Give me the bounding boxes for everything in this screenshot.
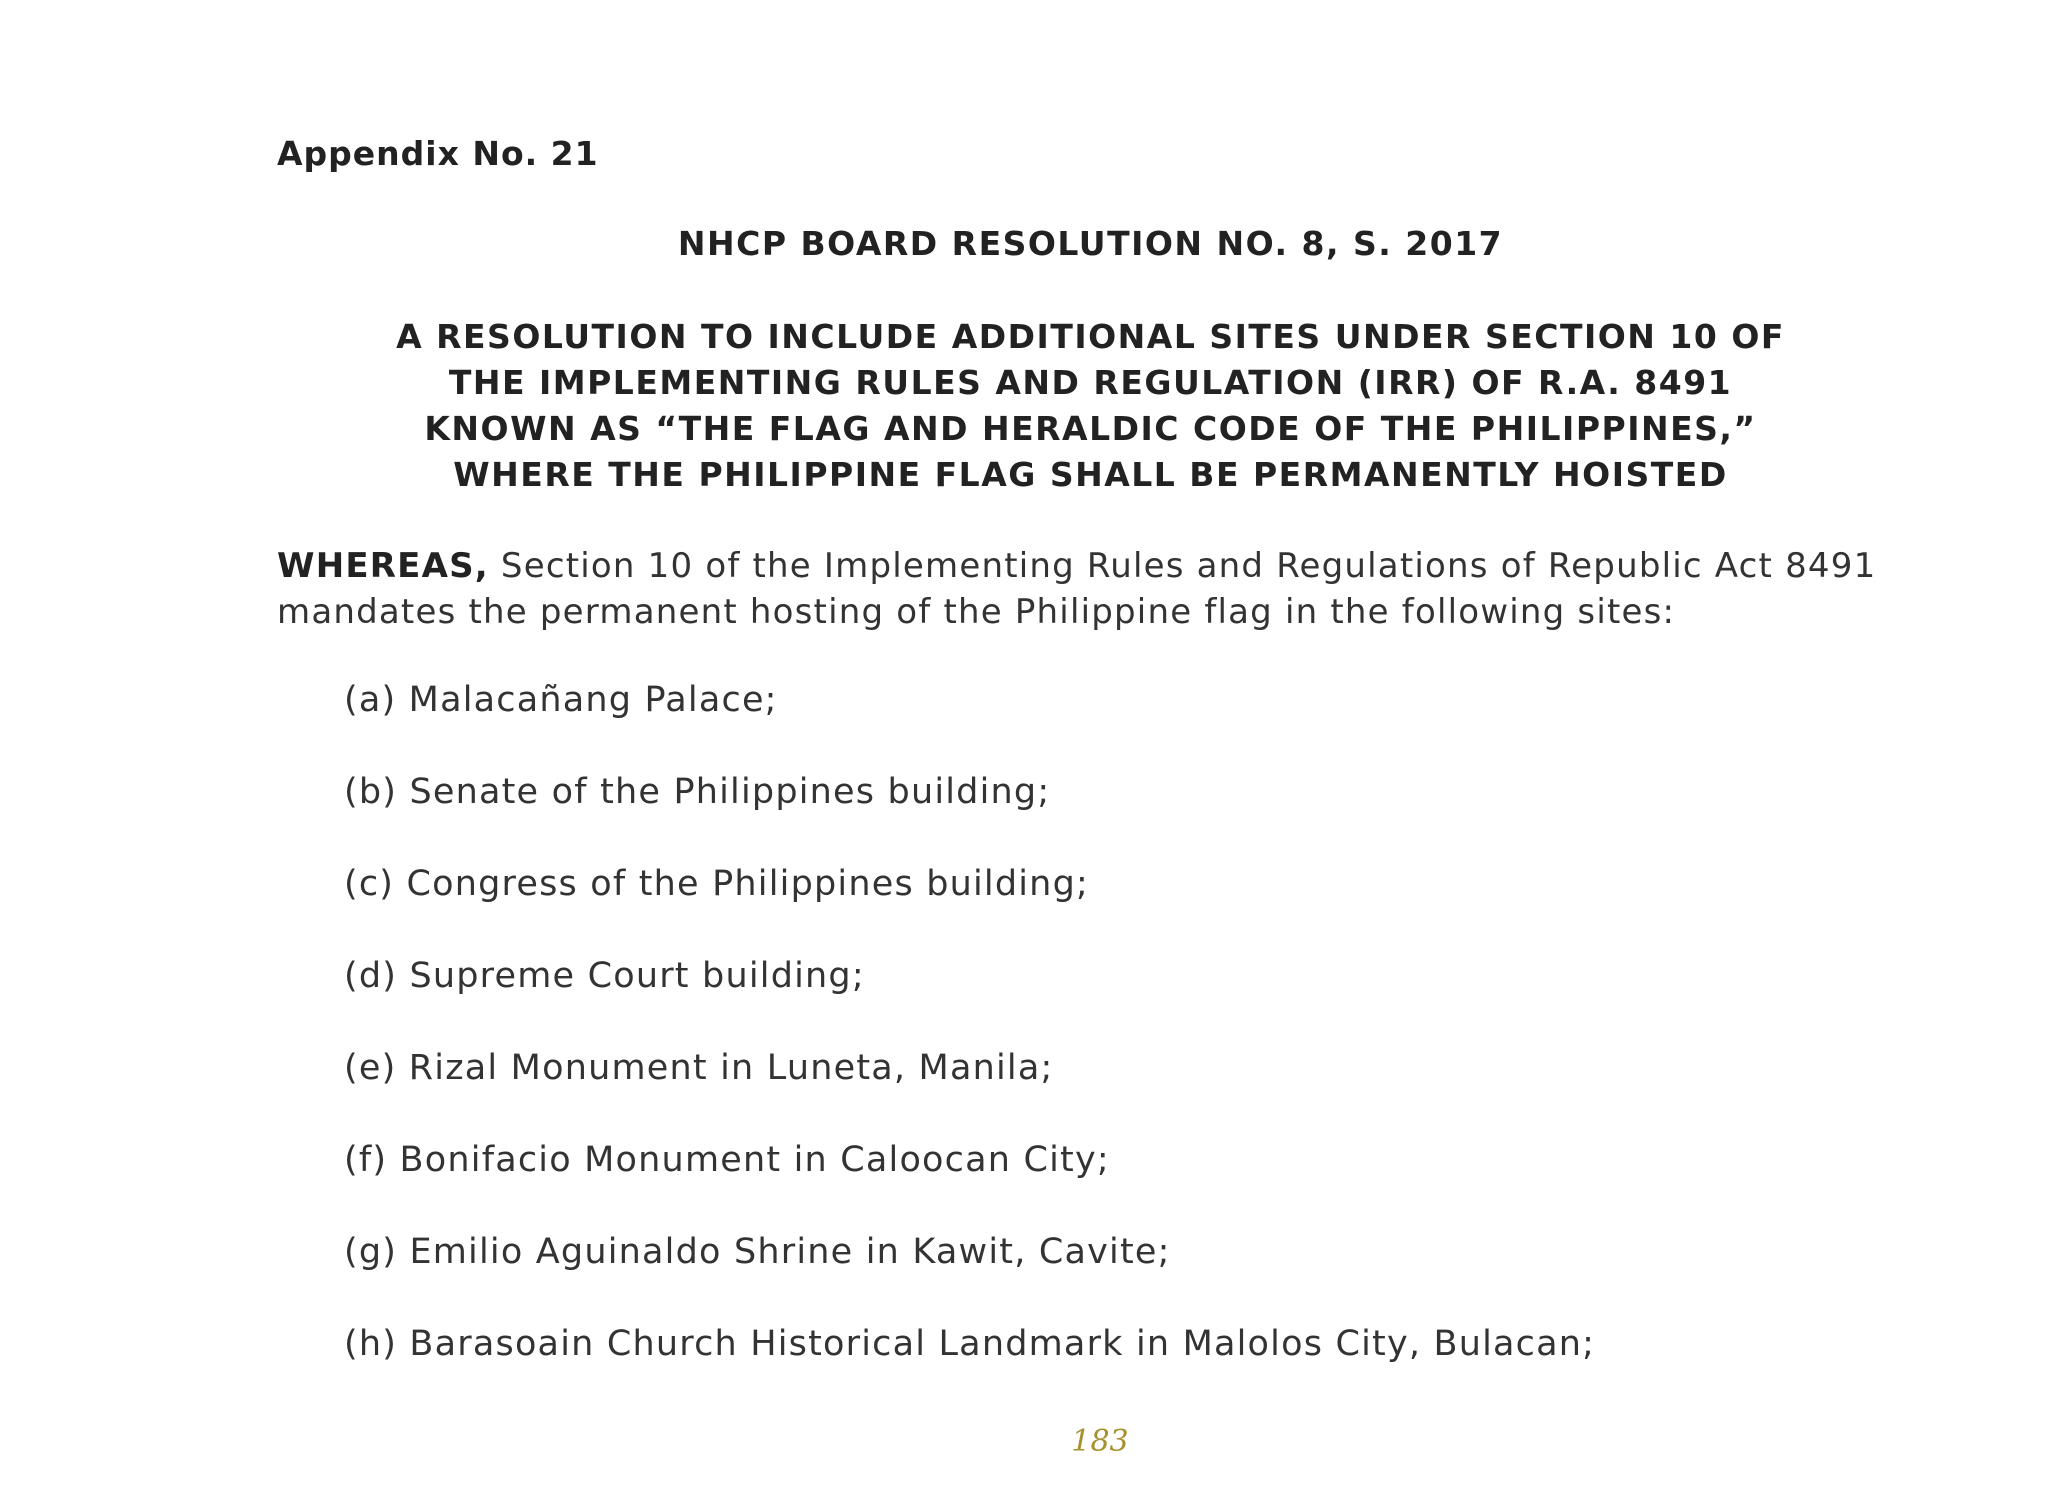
- list-item: (f) Bonifacio Monument in Caloocan City;: [344, 1140, 1110, 1180]
- title-line: THE IMPLEMENTING RULES AND REGULATION (IRR) OF R.A. 8491: [448, 363, 1733, 402]
- list-item: (a) Malacañang Palace;: [344, 680, 778, 720]
- title-line: WHERE THE PHILIPPINE FLAG SHALL BE PERMANENTLY HOISTED: [453, 455, 1728, 494]
- list-item: (d) Supreme Court building;: [344, 956, 865, 996]
- sites-list: [344, 678, 1595, 1414]
- whereas-text: Section 10 of the Implementing Rules and Regulations of Republic Act 8491 mandates the permanent hosting of the Philippine flag in the following sites:: [277, 546, 1877, 632]
- list-item: (e) Rizal Monument in Luneta, Manila;: [344, 1048, 1054, 1088]
- list-item: (g) Emilio Aguinaldo Shrine in Kawit, Cavite;: [344, 1232, 1171, 1272]
- whereas-clause: [277, 543, 1917, 635]
- title-line: A RESOLUTION TO INCLUDE ADDITIONAL SITES UNDER SECTION 10 OF: [396, 317, 1785, 356]
- title-line: KNOWN AS “THE FLAG AND HERALDIC CODE OF THE PHILIPPINES,”: [424, 409, 1757, 448]
- resolution-number: NHCP BOARD RESOLUTION NO. 8, S. 2017: [677, 224, 1504, 263]
- list-item: (h) Barasoain Church Historical Landmark in Malolos City, Bulacan;: [344, 1324, 1596, 1364]
- whereas-lead: WHEREAS,: [277, 546, 489, 586]
- list-item: (c) Congress of the Philippines building;: [344, 864, 1089, 904]
- page-number: 183: [1071, 1424, 1129, 1459]
- appendix-label: Appendix No. 21: [277, 134, 599, 173]
- resolution-title: [277, 314, 1904, 498]
- list-item: (b) Senate of the Philippines building;: [344, 772, 1051, 812]
